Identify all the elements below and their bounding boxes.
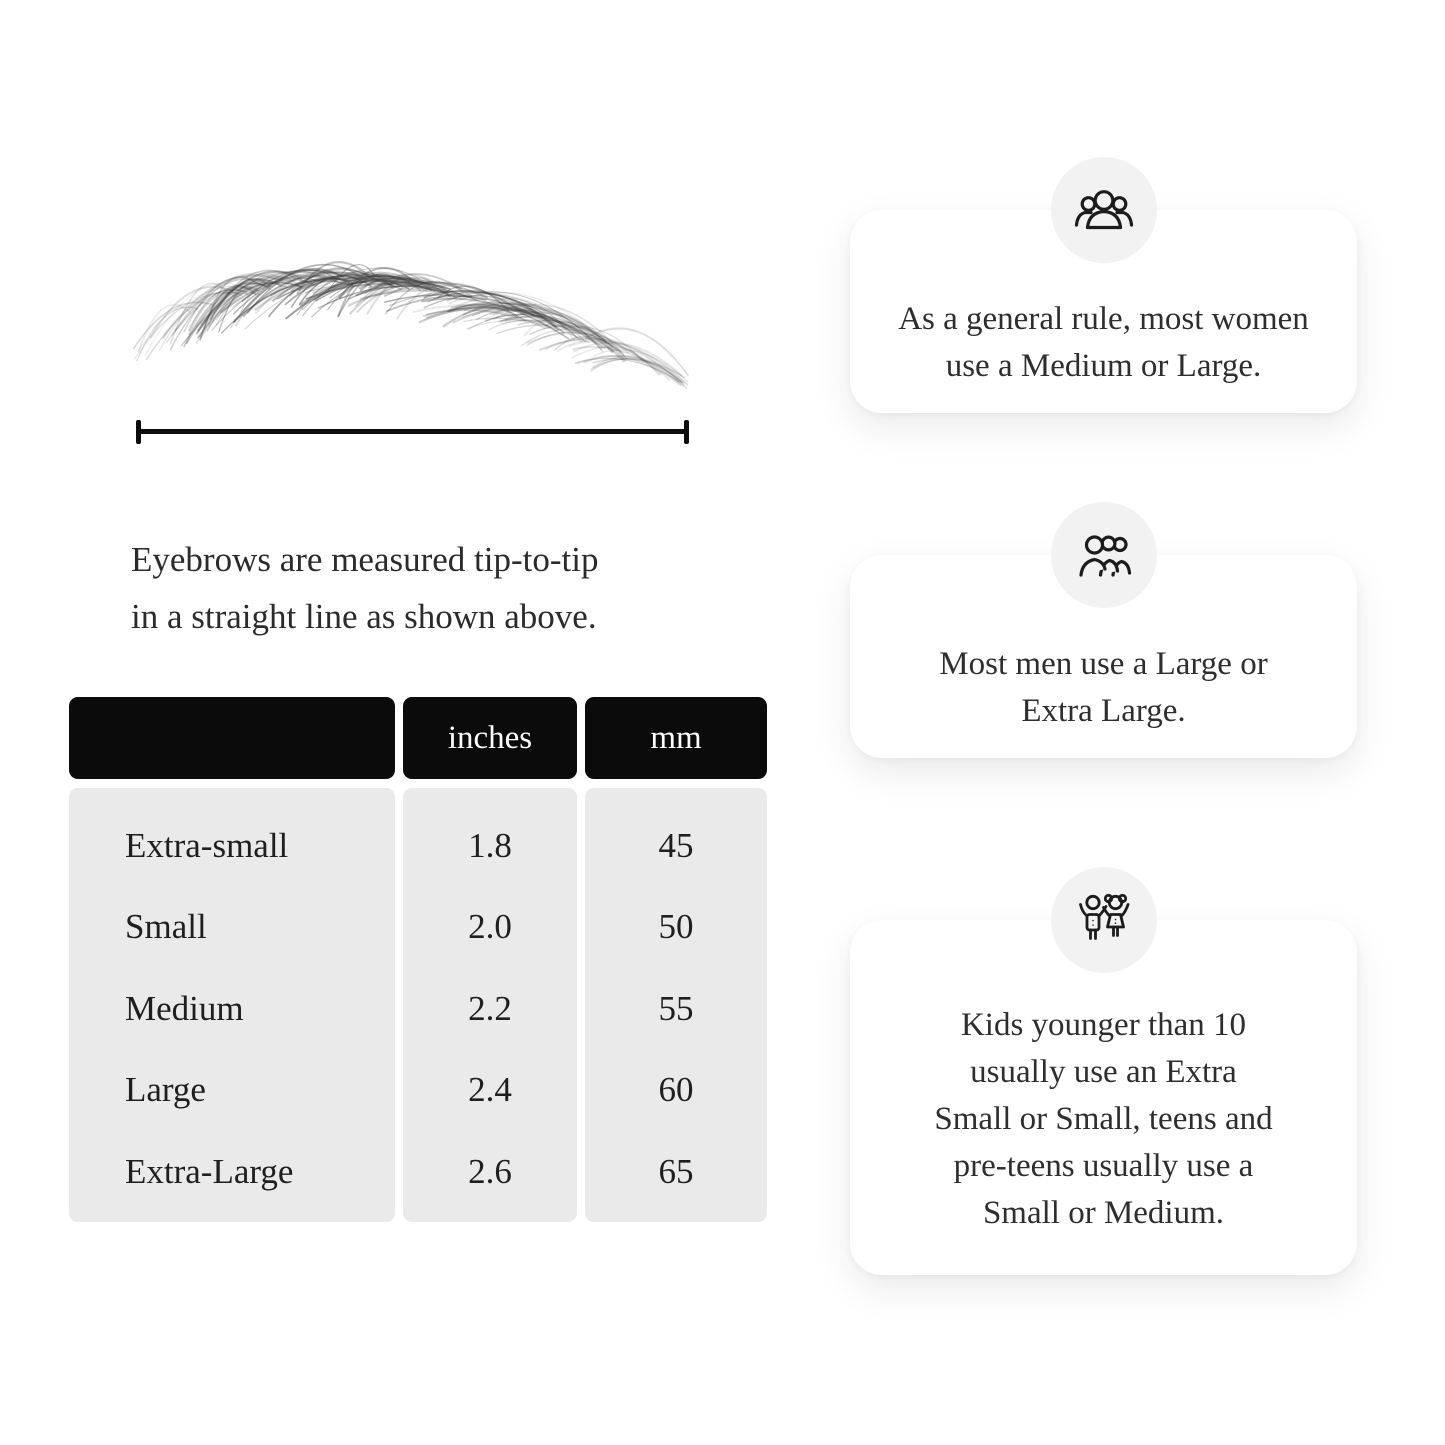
men-group-icon <box>1072 523 1136 587</box>
table-cell-mm: 65 <box>658 1151 694 1191</box>
table-column-sizes <box>69 788 395 1222</box>
card-badge <box>1051 157 1157 263</box>
table-cell-label: Large <box>125 1070 206 1110</box>
text-line: Extra Large. <box>1021 692 1186 729</box>
text-line: Small or Small, teens and <box>934 1101 1273 1137</box>
card-badge <box>1051 867 1157 973</box>
table-cell-inches: 2.4 <box>468 1070 512 1110</box>
table-cell-label: Small <box>125 907 207 947</box>
text-line: Most men use a Large or <box>939 645 1268 682</box>
text-line: As a general rule, most women <box>898 300 1309 337</box>
text-line: Eyebrows are measured tip-to-tip <box>131 540 599 579</box>
table-column-inches <box>403 788 577 1222</box>
size-table-body <box>69 788 767 1222</box>
measurement-line <box>137 429 688 434</box>
info-card-kids <box>850 920 1357 1275</box>
measurement-tick-right <box>684 420 689 444</box>
text-line: pre-teens usually use a <box>953 1148 1254 1184</box>
table-header-mm: mm <box>585 697 767 779</box>
measurement-tick-left <box>136 420 141 444</box>
text-line: use a Medium or Large. <box>945 347 1262 384</box>
kids-icon <box>1072 888 1136 952</box>
table-cell-mm: 50 <box>658 907 694 947</box>
table-column-mm <box>585 788 767 1222</box>
table-cell-mm: 60 <box>658 1070 694 1110</box>
text-line: usually use an Extra <box>970 1054 1237 1090</box>
table-cell-label: Extra-Large <box>125 1151 294 1191</box>
info-card-women <box>850 210 1357 413</box>
table-cell-label: Extra-small <box>125 825 289 865</box>
eyebrow-illustration <box>115 243 700 398</box>
size-table <box>69 697 767 1222</box>
card-badge <box>1051 502 1157 608</box>
table-cell-inches: 1.8 <box>468 825 512 865</box>
table-header-blank <box>69 697 395 779</box>
table-cell-mm: 55 <box>658 988 694 1028</box>
table-cell-label: Medium <box>125 988 244 1028</box>
table-cell-inches: 2.6 <box>468 1151 512 1191</box>
size-table-header-row <box>69 697 767 779</box>
text-line: in a straight line as shown above. <box>131 597 597 636</box>
measurement-caption <box>131 531 771 645</box>
table-header-inches: inches <box>403 697 577 779</box>
table-cell-mm: 45 <box>658 825 694 865</box>
card-text <box>898 296 1309 390</box>
card-text <box>939 641 1267 735</box>
card-text <box>934 1002 1272 1237</box>
table-cell-inches: 2.2 <box>468 988 512 1028</box>
women-group-icon <box>1072 178 1136 242</box>
text-line: Small or Medium. <box>982 1195 1225 1231</box>
table-cell-inches: 2.0 <box>468 907 512 947</box>
info-card-men <box>850 555 1357 758</box>
text-line: Kids younger than 10 <box>960 1007 1247 1043</box>
